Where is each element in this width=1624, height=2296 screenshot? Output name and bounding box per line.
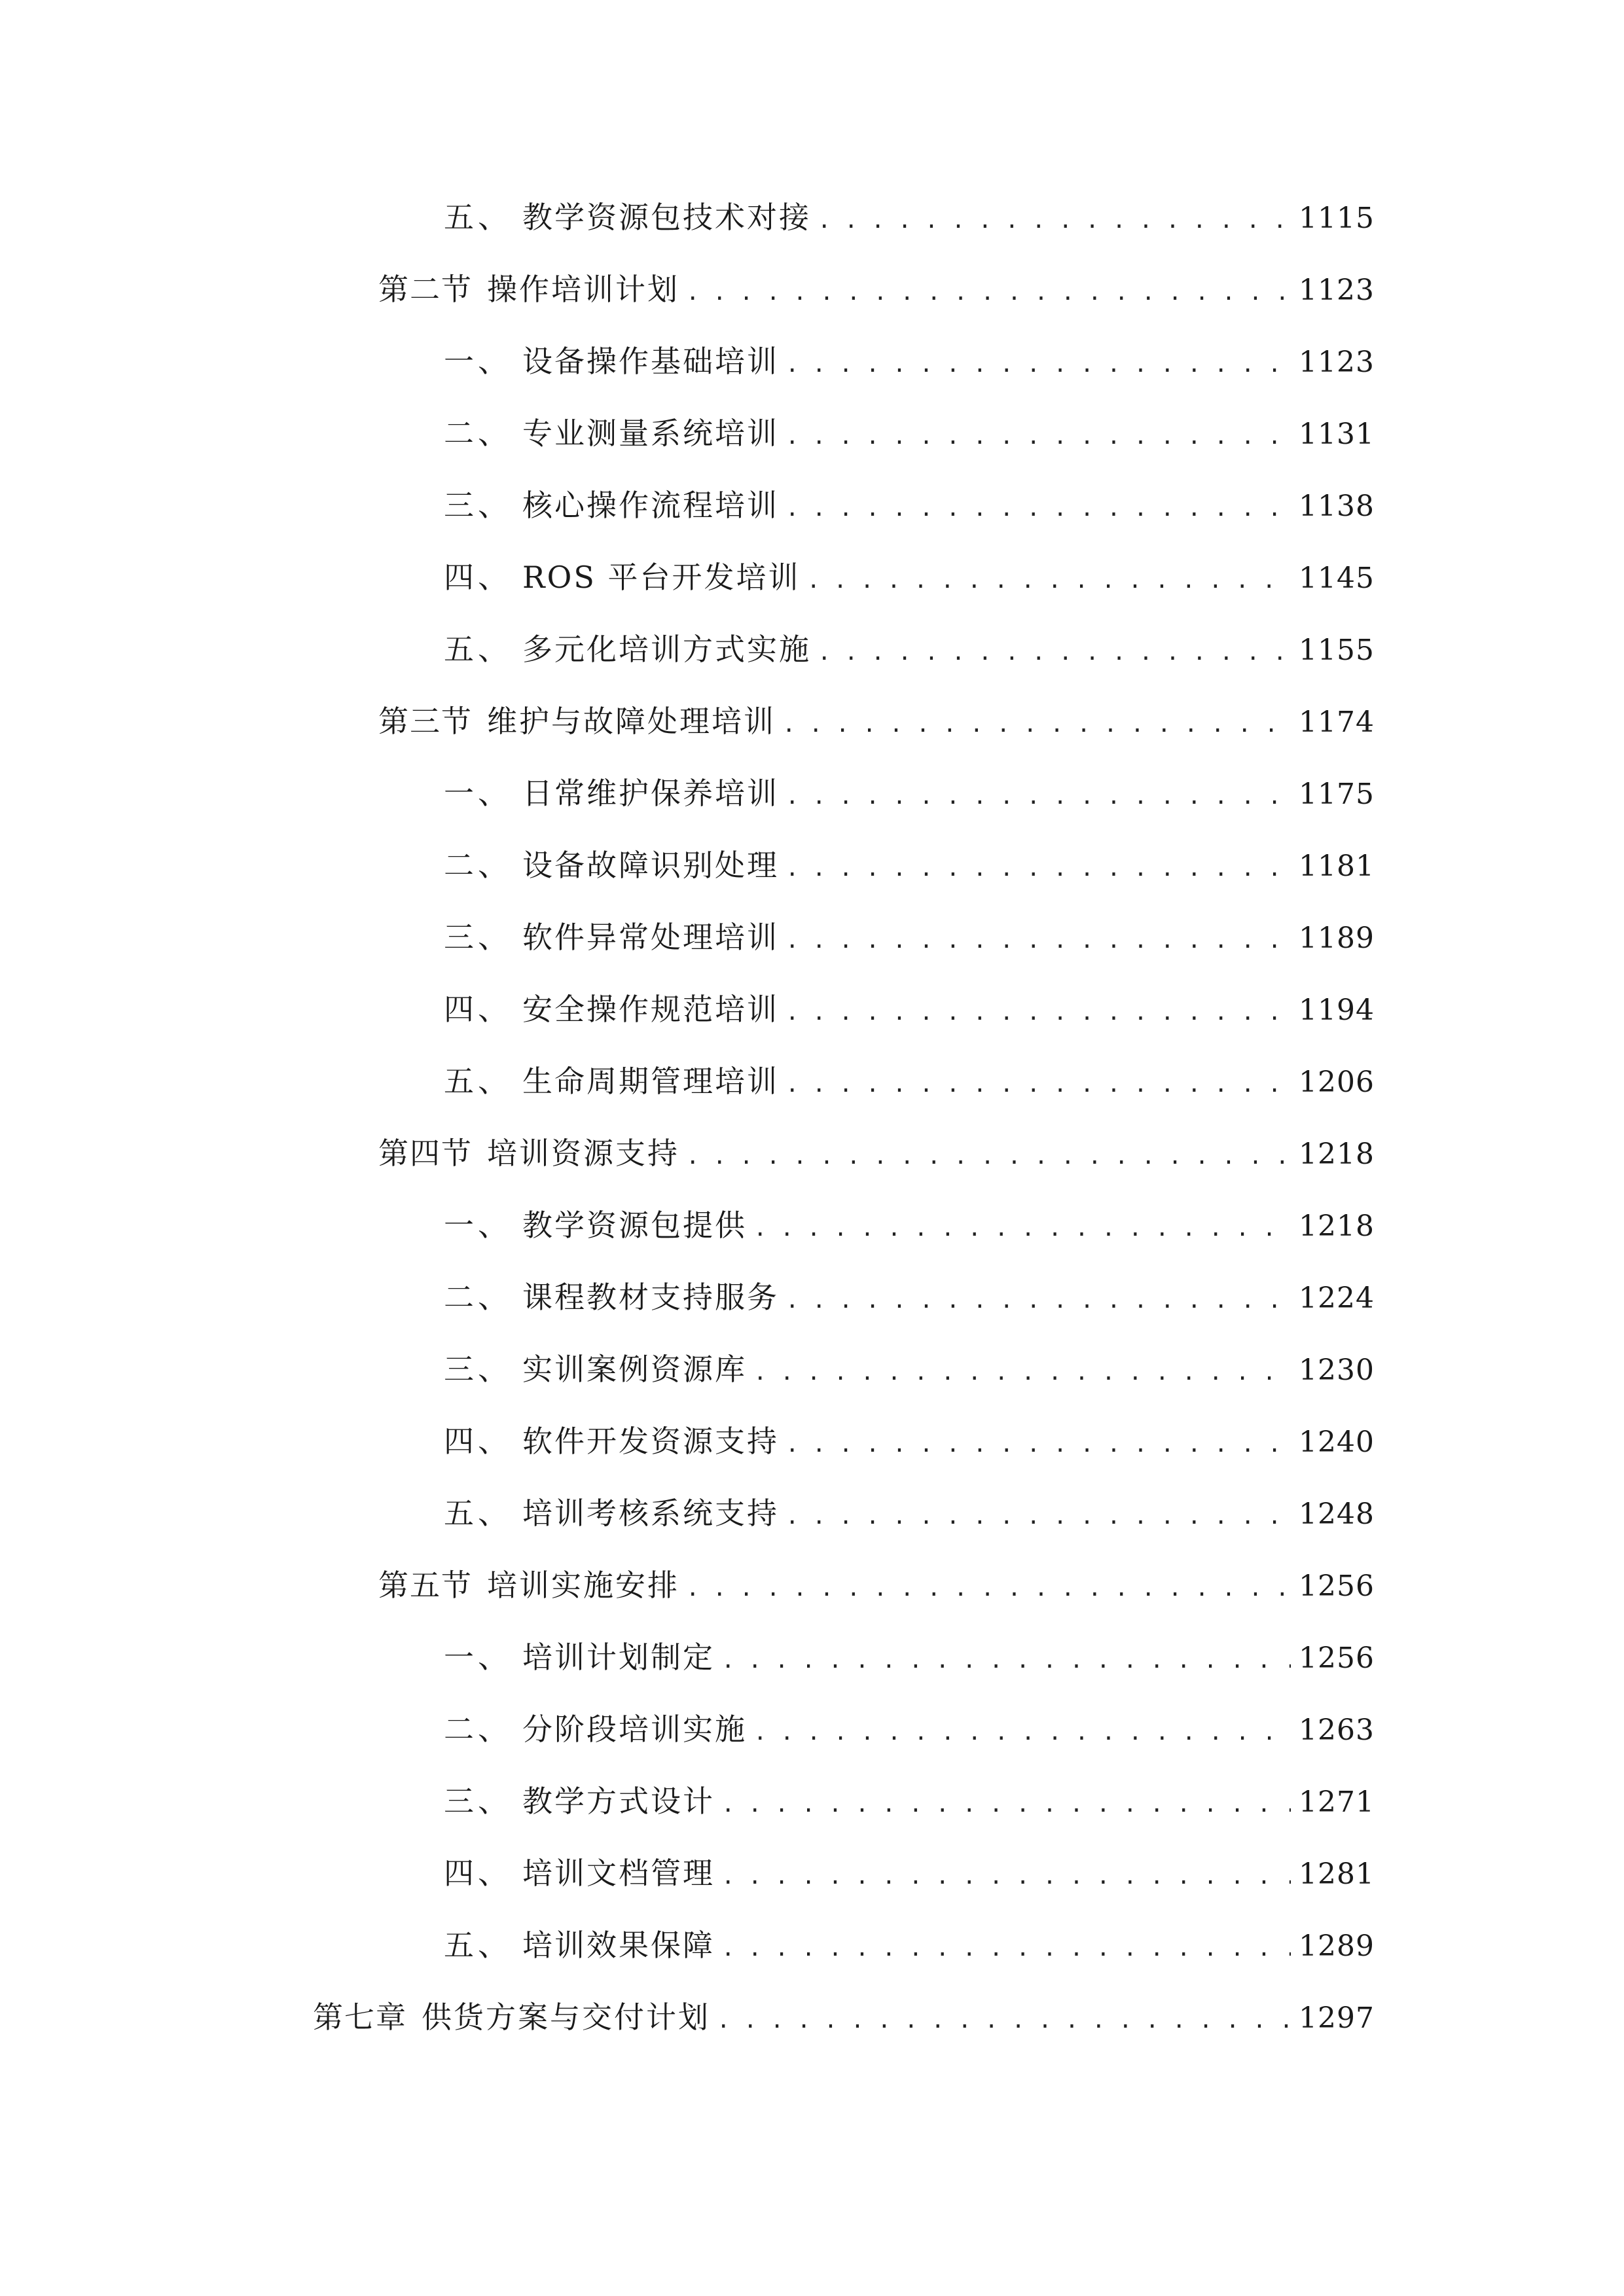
- toc-dot-leader: [785, 1281, 1291, 1320]
- toc-dot-leader: [818, 201, 1291, 240]
- toc-entry-page: 1224: [1299, 1282, 1375, 1315]
- toc-entry-number: 五、: [444, 200, 512, 235]
- toc-entry-page: 1289: [1299, 1929, 1375, 1963]
- toc-entry-page: 1230: [1299, 1354, 1375, 1387]
- toc-entry-number: 二、: [444, 1280, 512, 1315]
- toc-dot-leader: [785, 993, 1291, 1032]
- toc-entry[interactable]: [444, 1638, 1375, 1677]
- toc-entry-number: 四、: [444, 1856, 512, 1891]
- toc-entry-page: 1181: [1299, 850, 1375, 883]
- toc-entry-page: 1297: [1299, 2001, 1375, 2035]
- toc-dot-leader: [782, 705, 1291, 744]
- toc-entry-number: 一、: [444, 344, 512, 379]
- toc-dot-leader: [785, 1425, 1291, 1464]
- toc-entry-page: 1115: [1299, 202, 1375, 235]
- toc-entry-page: 1189: [1299, 922, 1375, 955]
- toc-entry-number: 一、: [444, 1208, 512, 1243]
- toc-entry-title: 培训效果保障: [522, 1928, 715, 1963]
- toc-dot-leader: [785, 1065, 1291, 1104]
- toc-dot-leader: [806, 561, 1291, 600]
- toc-entry-title: 教学方式设计: [522, 1784, 715, 1819]
- toc-dot-leader: [785, 417, 1291, 456]
- toc-entry-page: 1263: [1299, 1713, 1375, 1747]
- toc-entry-page: 1123: [1299, 346, 1375, 379]
- toc-entry-page: 1281: [1299, 1857, 1375, 1891]
- toc-entry[interactable]: [444, 1710, 1375, 1749]
- toc-entry-title: 培训考核系统支持: [522, 1496, 779, 1531]
- toc-entry-page: 1145: [1299, 562, 1375, 595]
- toc-dot-leader: [785, 1497, 1291, 1536]
- toc-dot-leader: [753, 1713, 1291, 1752]
- toc-entry-title: 核心操作流程培训: [522, 488, 779, 523]
- toc-entry-number: 三、: [444, 488, 512, 523]
- toc-entry-page: 1256: [1299, 1570, 1375, 1603]
- toc-entry[interactable]: [444, 846, 1375, 885]
- toc-entry[interactable]: [444, 630, 1375, 669]
- toc-entry[interactable]: [444, 486, 1375, 525]
- toc-entry-number: 二、: [444, 416, 512, 451]
- toc-entry-number: 第三节: [378, 704, 473, 739]
- toc-dot-leader: [686, 1137, 1291, 1176]
- toc-entry-number: 第二节: [378, 272, 473, 307]
- toc-entry-title: 分阶段培训实施: [522, 1712, 747, 1747]
- toc-entry-page: 1155: [1299, 634, 1375, 667]
- toc-entry-page: 1138: [1299, 490, 1375, 523]
- toc-entry-page: 1240: [1299, 1426, 1375, 1459]
- toc-entry-title: ROS 平台开发培训: [522, 560, 801, 595]
- toc-entry-title: 实训案例资源库: [522, 1352, 747, 1387]
- toc-entry-page: 1218: [1299, 1210, 1375, 1243]
- toc-dot-leader: [717, 2001, 1291, 2040]
- toc-entry-number: 一、: [444, 1640, 512, 1675]
- toc-entry-title: 培训资源支持: [487, 1136, 679, 1171]
- toc-dot-leader: [753, 1353, 1291, 1392]
- toc-dot-leader: [721, 1641, 1291, 1680]
- toc-entry[interactable]: [444, 198, 1375, 237]
- toc-entry[interactable]: [444, 774, 1375, 813]
- toc-entry-number: 五、: [444, 632, 512, 667]
- toc-entry-title: 软件异常处理培训: [522, 920, 779, 955]
- toc-entry[interactable]: [444, 1062, 1375, 1101]
- toc-entry-number: 三、: [444, 920, 512, 955]
- toc-entry-page: 1256: [1299, 1641, 1375, 1675]
- toc-dot-leader: [721, 1929, 1291, 1968]
- toc-entry-number: 五、: [444, 1496, 512, 1531]
- toc-entry-title: 多元化培训方式实施: [522, 632, 811, 667]
- toc-dot-leader: [721, 1785, 1291, 1824]
- toc-entry-title: 培训实施安排: [487, 1568, 679, 1603]
- toc-entry-title: 维护与故障处理培训: [487, 704, 776, 739]
- toc-dot-leader: [818, 633, 1291, 672]
- toc-entry[interactable]: [444, 1422, 1375, 1461]
- toc-entry-page: 1123: [1299, 274, 1375, 307]
- toc-dot-leader: [686, 273, 1291, 312]
- toc-entry-page: 1131: [1299, 418, 1375, 451]
- toc-entry-title: 教学资源包提供: [522, 1208, 747, 1243]
- toc-entry[interactable]: [378, 270, 1375, 309]
- toc-entry-number: 二、: [444, 848, 512, 883]
- toc-entry-page: 1174: [1299, 706, 1375, 739]
- toc-dot-leader: [785, 345, 1291, 384]
- toc-entry-title: 设备操作基础培训: [522, 344, 779, 379]
- toc-entry-number: 第七章: [313, 2000, 407, 2035]
- toc-entry-page: 1194: [1299, 994, 1375, 1027]
- toc-entry[interactable]: [444, 1854, 1375, 1893]
- toc-entry[interactable]: [444, 342, 1375, 381]
- toc-entry[interactable]: [444, 1206, 1375, 1245]
- toc-entry-number: 第五节: [378, 1568, 473, 1603]
- toc-entry[interactable]: [444, 558, 1375, 597]
- toc-entry-title: 生命周期管理培训: [522, 1064, 779, 1099]
- toc-entry-title: 设备故障识别处理: [522, 848, 779, 883]
- toc-entry-number: 第四节: [378, 1136, 473, 1171]
- toc-entry-title: 供货方案与交付计划: [422, 2000, 710, 2035]
- toc-entry-number: 五、: [444, 1928, 512, 1963]
- toc-entry[interactable]: [444, 1494, 1375, 1533]
- toc-entry-title: 操作培训计划: [487, 272, 679, 307]
- toc-entry-page: 1218: [1299, 1138, 1375, 1171]
- toc-dot-leader: [785, 489, 1291, 528]
- toc-entry[interactable]: [378, 1134, 1375, 1173]
- toc-dot-leader: [753, 1209, 1291, 1248]
- toc-entry[interactable]: [444, 1782, 1375, 1821]
- toc-entry-title: 培训文档管理: [522, 1856, 715, 1891]
- toc-entry[interactable]: [378, 1566, 1375, 1605]
- toc-entry[interactable]: [444, 918, 1375, 957]
- toc-entry-number: 三、: [444, 1352, 512, 1387]
- toc-entry-page: 1175: [1299, 778, 1375, 811]
- toc-entry-number: 三、: [444, 1784, 512, 1819]
- toc-entry[interactable]: [313, 1998, 1375, 2037]
- toc-entry-title: 软件开发资源支持: [522, 1424, 779, 1459]
- toc-entry[interactable]: [444, 1350, 1375, 1389]
- toc-entry[interactable]: [444, 1278, 1375, 1317]
- toc-entry-number: 一、: [444, 776, 512, 811]
- toc-entry-number: 四、: [444, 1424, 512, 1459]
- toc-dot-leader: [785, 921, 1291, 960]
- toc-entry-title: 培训计划制定: [522, 1640, 715, 1675]
- toc-entry-title: 课程教材支持服务: [522, 1280, 779, 1315]
- toc-entry[interactable]: [444, 1926, 1375, 1965]
- toc-entry-number: 四、: [444, 992, 512, 1027]
- toc-entry-title: 专业测量系统培训: [522, 416, 779, 451]
- toc-entry[interactable]: [444, 990, 1375, 1029]
- toc-entry[interactable]: [444, 414, 1375, 453]
- toc-dot-leader: [785, 849, 1291, 888]
- toc-entry-number: 四、: [444, 560, 512, 595]
- toc-entry-page: 1248: [1299, 1498, 1375, 1531]
- toc-entry[interactable]: [378, 702, 1375, 741]
- toc-entry-number: 二、: [444, 1712, 512, 1747]
- toc-entry-title: 教学资源包技术对接: [522, 200, 811, 235]
- toc-entry-page: 1206: [1299, 1066, 1375, 1099]
- toc-entry-title: 安全操作规范培训: [522, 992, 779, 1027]
- toc-dot-leader: [721, 1857, 1291, 1896]
- toc-entry-page: 1271: [1299, 1785, 1375, 1819]
- toc-dot-leader: [785, 777, 1291, 816]
- toc-entry-title: 日常维护保养培训: [522, 776, 779, 811]
- toc-entry-number: 五、: [444, 1064, 512, 1099]
- toc-dot-leader: [686, 1569, 1291, 1608]
